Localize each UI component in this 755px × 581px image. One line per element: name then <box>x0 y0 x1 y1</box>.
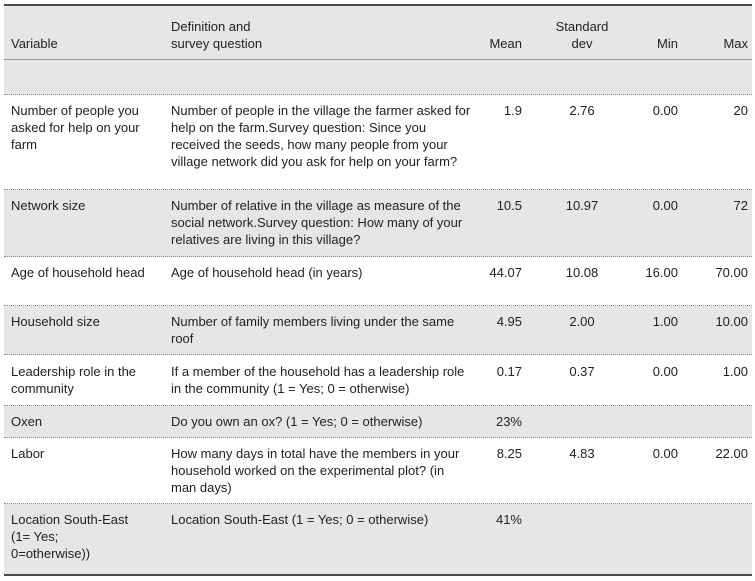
cell-sd: 2.00 <box>569 314 595 329</box>
table-bottom-rule <box>4 574 752 576</box>
cell-min: 16.00 <box>645 265 678 280</box>
cell-variable: Age of household head <box>11 265 145 280</box>
cell-mean: 41% <box>495 512 522 527</box>
header-max: Max <box>723 36 748 51</box>
cell-max: 10.00 <box>715 314 748 329</box>
cell-max: 70.00 <box>715 265 748 280</box>
header-sd-line2: dev <box>571 36 593 51</box>
cell-max: 22.00 <box>715 446 748 461</box>
cell-definition: How many days in total have the members in your household worked on the experimental plot? (in man days) <box>171 446 460 495</box>
cell-max: 72 <box>733 198 748 213</box>
table-row <box>4 95 752 190</box>
cell-sd: 10.08 <box>565 265 599 280</box>
header-mean: Mean <box>489 36 522 51</box>
cell-sd: 4.83 <box>569 446 595 461</box>
cell-mean: 4.95 <box>496 314 522 329</box>
table-row <box>4 406 752 438</box>
cell-variable: Labor <box>11 446 45 461</box>
header-variable: Variable <box>11 36 58 51</box>
table-row <box>4 190 752 257</box>
cell-definition: Number of relative in the village as measure of the social network.Survey question: How many of your relatives are living in this village? <box>171 198 463 247</box>
cell-sd: 2.76 <box>569 103 595 118</box>
cell-min: 0.00 <box>652 446 678 461</box>
cell-definition: Age of household head (in years) <box>171 265 363 280</box>
table-row <box>4 355 752 406</box>
cell-min: 1.00 <box>652 314 678 329</box>
header-min: Min <box>657 36 678 51</box>
cell-definition: Number of family members living under the same roof <box>171 314 455 346</box>
header-sd-line1: Standard <box>555 19 609 34</box>
cell-definition: If a member of the household has a leadership role in the community (1 = Yes; 0 = otherwise) <box>171 364 465 396</box>
cell-variable: Number of people you asked for help on your farm <box>11 103 140 152</box>
table-row <box>4 306 752 355</box>
spacer-band <box>4 60 752 95</box>
cell-mean: 23% <box>495 414 522 429</box>
cell-min: 0.00 <box>652 103 678 118</box>
table-header <box>4 6 752 60</box>
table-row <box>4 257 752 306</box>
cell-variable: Oxen <box>11 414 43 429</box>
cell-min: 0.00 <box>652 364 678 379</box>
cell-variable: Network size <box>11 198 86 213</box>
cell-min: 0.00 <box>652 198 678 213</box>
cell-mean: 1.9 <box>503 103 522 118</box>
cell-mean: 44.07 <box>489 265 522 280</box>
cell-max: 20 <box>733 103 748 118</box>
cell-mean: 0.17 <box>496 364 522 379</box>
cell-definition: Number of people in the village the farmer asked for help on the farm.Survey question: Since you received the seeds, how many people from your village network did you ask for help on your farm? <box>171 103 471 169</box>
cell-max: 1.00 <box>722 364 748 379</box>
cell-mean: 8.25 <box>496 446 522 461</box>
cell-variable: Household size <box>11 314 100 329</box>
cell-sd: 10.97 <box>565 198 599 213</box>
header-definition-line2: survey question <box>171 36 263 51</box>
cell-variable: Leadership role in the community <box>11 364 137 396</box>
cell-mean: 10.5 <box>496 198 522 213</box>
table-row <box>4 438 752 504</box>
cell-sd: 0.37 <box>569 364 595 379</box>
cell-definition: Do you own an ox? (1 = Yes; 0 = otherwise) <box>171 414 423 429</box>
table-row <box>4 504 752 574</box>
cell-variable: Location South-East (1= Yes; 0=otherwise)) <box>11 512 129 561</box>
cell-definition: Location South-East (1 = Yes; 0 = otherwise) <box>171 512 429 527</box>
summary-statistics-table <box>4 4 752 576</box>
header-definition-line1: Definition and <box>171 19 251 34</box>
